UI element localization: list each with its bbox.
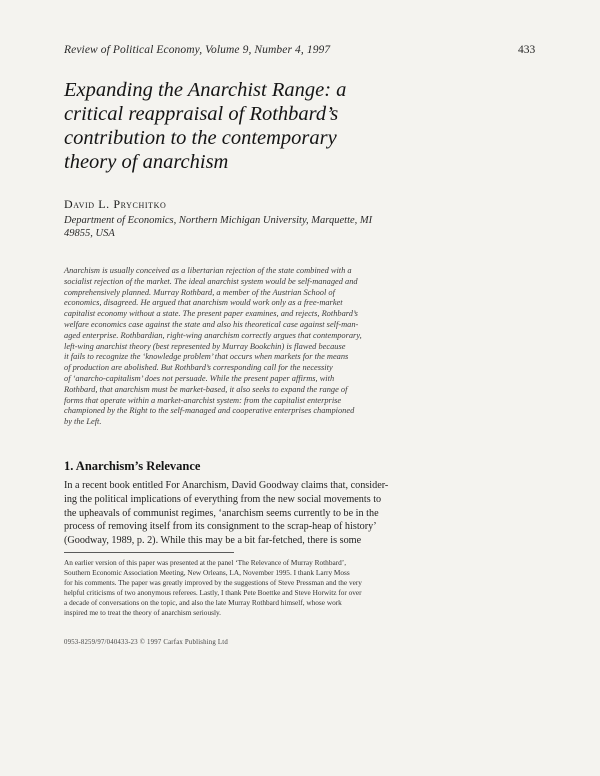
abstract-line: of ‘anarcho-capitalism’ does not persuade. While the present paper affirms, with (64, 373, 335, 383)
footnote-line: An earlier version of this paper was presented at the panel ‘The Relevance of Murray Rothbard’, (64, 558, 347, 567)
body-line: process of removing itself from its consignment to the scrap-heap of history’ (64, 521, 377, 533)
body-line: ing the political implications of everything from the new social movements to (64, 493, 382, 505)
footnote-line: a decade of conversations on the topic, and also the late Murray Rothbard himself, whose work (64, 598, 342, 607)
abstract-line: by the Left. (64, 417, 102, 427)
article-title (64, 78, 444, 174)
abstract-line: Anarchism is usually conceived as a libertarian rejection of the state combined with a (64, 266, 352, 275)
abstract (64, 266, 424, 428)
title-line: contribution to the contemporary (64, 127, 337, 149)
footnote-line: inspired me to treat the theory of anarchism seriously. (64, 608, 221, 617)
running-head: Review of Political Economy, Volume 9, Number 4, 1997 (64, 44, 331, 56)
abstract-line: championed by the Right to the self-managed and cooperative enterprises championed (64, 406, 355, 416)
abstract-line: aged enterprise. Rothbardian, right-wing anarchism correctly argues that contemporary, (64, 330, 362, 340)
abstract-line: left-wing anarchist theory (best represented by Murray Bookchin) is flawed because (64, 341, 346, 351)
body-line: (Goodway, 1989, p. 2). While this may be a bit far-fetched, there is some (64, 535, 362, 547)
abstract-line: forms that operate within a market-anarchist system: from the capitalist enterprise (64, 395, 342, 405)
abstract-line: comprehensively planned. Murray Rothbard, a member of the Austrian School of (64, 287, 335, 297)
body-line: the upheavals of communist regimes, ‘anarchism seems currently to be in the (64, 507, 379, 519)
abstract-line: socialist rejection of the market. The ideal anarchist system would be self-managed and (64, 276, 358, 286)
title-line: theory of anarchism (64, 151, 229, 173)
abstract-line: capitalist economy without a state. The present paper examines, and rejects, Rothbard’s (64, 309, 358, 319)
abstract-line: economics, disagreed. He argued that anarchism would work only as a free-market (64, 298, 343, 308)
title-line: Expanding the Anarchist Range: a (64, 79, 347, 101)
footnote-divider (64, 552, 234, 553)
author-name: David L. Prychitko (64, 197, 167, 211)
page-number: 433 (518, 44, 536, 56)
footnote-line: for his comments. The paper was greatly improved by the suggestions of Steve Pressman and the very (64, 578, 362, 587)
footnote-line: Southern Economic Association Meeting, New Orleans, LA, November 1995. I thank Larry Moss (64, 568, 350, 577)
abstract-line: it fails to recognize the ‘knowledge problem’ that occurs when markets for the means (64, 352, 349, 362)
affiliation-line: 49855, USA (64, 228, 115, 239)
abstract-line: Rothbard, that anarchism must be market-based, it also seeks to expand the range of (64, 384, 348, 394)
affiliation-line: Department of Economics, Northern Michigan University, Marquette, MI (64, 215, 373, 226)
body-paragraph (64, 479, 388, 548)
body-line: In a recent book entitled For Anarchism, David Goodway claims that, consider- (64, 480, 389, 491)
footnote-line: helpful criticisms of two anonymous referees. Lastly, I thank Pete Boettke and Steve Horwitz for over (64, 588, 362, 597)
abstract-line: welfare economics case against the state and also his theoretical case against self-man- (64, 319, 359, 329)
copyright-line: 0953-8259/97/040433-23 © 1997 Carfax Publishing Ltd (64, 639, 228, 646)
title-line: critical reappraisal of Rothbard’s (64, 103, 339, 125)
author-affiliation (64, 214, 372, 240)
section-heading: 1. Anarchism’s Relevance (64, 459, 201, 473)
footnote (64, 558, 362, 618)
abstract-line: of production are abolished. But Rothbard’s corresponding call for the necessity (64, 363, 333, 373)
